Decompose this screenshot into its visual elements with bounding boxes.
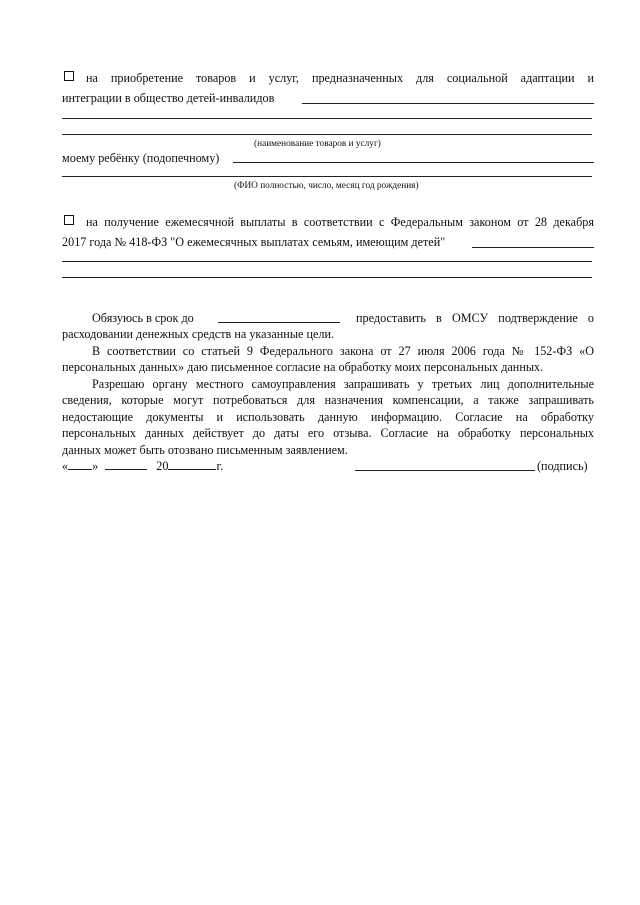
consent-line1: В соответствии со статьей 9 Федерального закона от 27 июля 2006 года № 152-ФЗ «О (92, 344, 594, 358)
child-name-field[interactable] (233, 162, 594, 163)
date-line (62, 458, 223, 474)
permission-line4: персональных данных действует до даты его отзыва. Согласие на обработку персональных (62, 426, 594, 441)
option1-line1: на приобретение товаров и услуг, предназначенных для социальной адаптации и (86, 71, 594, 85)
permission-paragraph (62, 376, 594, 458)
consent-paragraph (62, 343, 594, 376)
monthly-payment-field-line1[interactable] (472, 247, 594, 248)
day-field[interactable] (68, 458, 92, 470)
goods-field-line1[interactable] (302, 103, 594, 104)
obligation-start: Обязуюсь в срок до (92, 311, 194, 325)
permission-line3: недостающие документы и использовать данную информацию. Согласие на обработку (62, 409, 594, 424)
monthly-payment-field-line3[interactable] (62, 277, 592, 278)
permission-line2: сведения, которые могут потребоваться для назначения компенсации, а также запрашивать (62, 393, 594, 408)
obligation-end: предоставить в ОМСУ подтверждение о (356, 311, 594, 325)
permission-line5: данных может быть отозвано письменным заявлением. (62, 442, 348, 457)
child-label: моему ребёнку (подопечному) (62, 151, 220, 165)
option2-line1: на получение ежемесячной выплаты в соответствии с Федеральным законом от 28 декабря (86, 215, 594, 229)
option2-line2: 2017 года № 418-ФЗ "О ежемесячных выплатах семьям, имеющим детей" (62, 235, 446, 249)
caption-child-name: (ФИО полностью, число, месяц год рождения) (234, 181, 419, 191)
signature-label: (подпись) (537, 459, 588, 473)
year-suffix: г. (216, 459, 224, 473)
monthly-payment-field-line2[interactable] (62, 261, 592, 262)
quote-open: « (62, 459, 69, 473)
goods-field-line2[interactable] (62, 118, 592, 119)
permission-line1: Разрешаю органу местного самоуправления запрашивать у третьих лиц дополнительные (92, 377, 594, 391)
checkbox-social-adaptation[interactable] (64, 71, 74, 81)
checkbox-monthly-payment[interactable] (64, 215, 74, 225)
consent-line2: персональных данных» даю письменное согласие на обработку моих персональных данных. (62, 360, 544, 375)
year-prefix: 20 (156, 459, 169, 473)
year-field[interactable] (168, 458, 216, 470)
deadline-field[interactable] (218, 322, 340, 323)
goods-field-line3[interactable] (62, 134, 592, 135)
caption-goods-services: (наименование товаров и услуг) (254, 139, 381, 149)
signature-field[interactable] (355, 470, 535, 471)
quote-close: » (92, 459, 99, 473)
option1-line2: интеграции в общество детей-инвалидов (62, 91, 275, 105)
obligation-line2: расходовании денежных средств на указанные цели. (62, 327, 335, 341)
child-name-field-line2[interactable] (62, 176, 592, 177)
month-field[interactable] (105, 458, 147, 470)
